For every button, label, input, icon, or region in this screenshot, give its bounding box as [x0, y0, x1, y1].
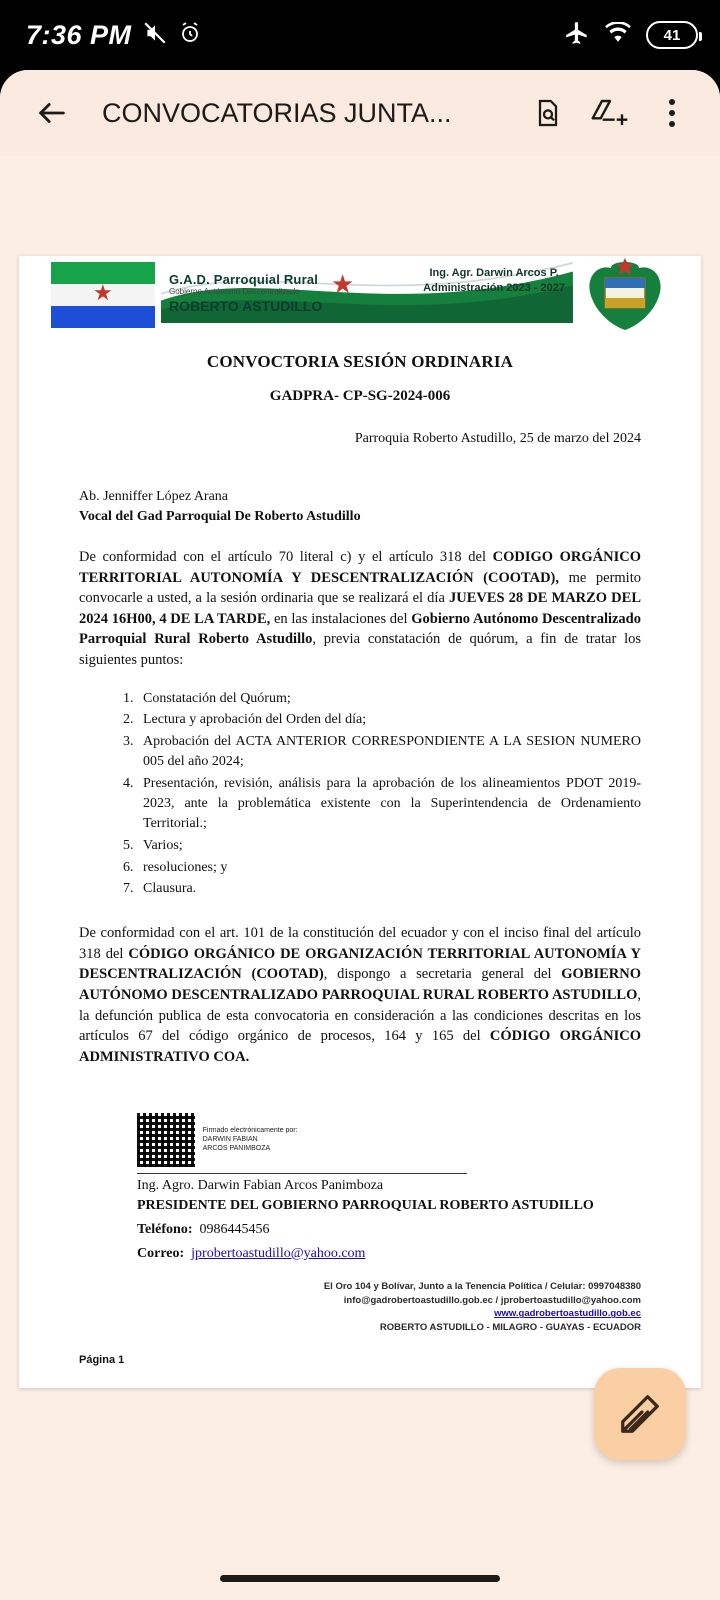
signer-block — [79, 1176, 641, 1264]
letterhead-star-icon: ★ — [331, 270, 355, 299]
p2-bold-2: GOBIERNO AUTÓNOMO DESCENTRALIZADO PARROQUIAL RURAL ROBERTO ASTUDILLO — [79, 966, 641, 1003]
letterhead-official-line2: Administración 2023 - 2027 — [423, 281, 565, 294]
stamp-line-1: Firmado electrónicamente por: — [202, 1127, 298, 1135]
status-bar — [0, 0, 720, 70]
signer-name: Ing. Agro. Darwin Fabian Arcos Panimboza — [137, 1178, 384, 1194]
footer-website-link[interactable]: www.gadrobertoastudillo.gob.ec — [494, 1308, 641, 1320]
p1-text-3: en las instalaciones del — [270, 610, 412, 627]
letterhead-org-line3: ROBERTO ASTUDILLO — [169, 298, 323, 314]
letterhead — [51, 256, 669, 334]
wifi-icon — [604, 22, 632, 49]
list-item: 6. resoluciones; y — [137, 858, 641, 878]
more-options-icon[interactable] — [644, 85, 700, 141]
list-item: 4. Presentación, revisión, análisis para la aprobación de los alineamientos PDOT 2019-2023, ante la problemática existente con la Superintendencia de Ordenamiento Territorial.; — [137, 774, 641, 834]
letterhead-official — [423, 266, 565, 296]
p2-bold-3: CÓDIGO ORGÁNICO ADMINISTRATIVO COA. — [79, 1028, 641, 1065]
alarm-icon — [178, 21, 202, 50]
document-viewer-app — [0, 70, 720, 1600]
document-footer — [79, 1280, 641, 1335]
agenda-list — [137, 689, 641, 900]
signer-title: PRESIDENTE DEL GOBIERNO PARROQUIAL ROBERTO ASTUDILLO — [137, 1198, 594, 1214]
search-document-icon[interactable] — [520, 85, 576, 141]
p1-bold-1: CODIGO ORGÁNICO TERRITORIAL AUTONOMÍA Y DESCENTRALIZACIÓN (COOTAD), — [79, 549, 641, 586]
phone-label: Teléfono: — [137, 1222, 193, 1238]
paragraph-2 — [79, 923, 641, 1067]
p1-bold-3: Gobierno Autónomo Descentralizado Parroquial Rural Roberto Astudillo — [79, 610, 642, 648]
coat-of-arms-icon — [581, 256, 669, 334]
footer-line-2: info@gadrobertoastudillo.gob.ec / jprobertoastudillo@yahoo.com — [343, 1294, 641, 1306]
list-item: 3. Aprobación del ACTA ANTERIOR CORRESPONDIENTE A LA SESION NUMERO 005 del año 2024; — [137, 732, 641, 772]
edit-annotate-button[interactable] — [594, 1368, 686, 1460]
p2-text-1: De conformidad con el art. 101 de la constitución del ecuador y con el inciso final del artículo 318 del — [79, 925, 641, 962]
p1-bold-2: JUEVES 28 DE MARZO DEL 2024 16H00, 4 DE LA TARDE, — [79, 590, 641, 627]
letterhead-official-line1: Ing. Agr. Darwin Arcos P. — [429, 267, 559, 279]
status-bar-right — [564, 20, 698, 51]
app-bar — [0, 70, 720, 156]
stamp-line-2: DARWIN FABIAN — [202, 1135, 258, 1143]
p1-text-4: , previa constatación de quórum, a fin de tratar los siguientes puntos: — [79, 631, 641, 668]
pdf-viewer-canvas[interactable] — [0, 156, 720, 1556]
home-gesture-pill[interactable] — [220, 1575, 500, 1582]
status-clock: 7:36 PM — [26, 19, 132, 50]
footer-line-1: El Oro 104 y Bolívar, Junto a la Tenencia Política / Celular: 0997048380 — [323, 1280, 641, 1292]
p2-bold-1: CÓDIGO ORGÁNICO DE ORGANIZACIÓN TERRITORIAL AUTONOMÍA Y DESCENTRALIZACIÓN (COOTAD) — [79, 945, 641, 983]
letterhead-org — [169, 272, 322, 314]
document-body — [19, 334, 701, 1368]
email-label: Correo: — [137, 1245, 185, 1261]
p1-text-1: De conformidad con el artículo 70 literal c) y el artículo 318 del — [79, 549, 493, 566]
letterhead-org-line1: G.A.D. Parroquial Rural — [169, 272, 319, 287]
list-item: 5. Varios; — [137, 836, 641, 856]
battery-indicator — [646, 21, 698, 49]
stamp-line-3: ARCOS PANIMBOZA — [202, 1144, 271, 1152]
list-item: 7. Clausura. — [137, 879, 641, 899]
p2-text-2: , dispongo a secretaria general del — [323, 966, 562, 983]
document-place-date: Parroquia Roberto Astudillo, 25 de marzo del 2024 — [354, 431, 641, 447]
flag-graphic — [51, 262, 155, 328]
p1-text-2: me permito convocarle a usted, a la sesión ordinaria que se realizará el día — [79, 569, 641, 607]
phone-value: 0986445456 — [199, 1222, 270, 1238]
email-link[interactable]: jprobertoastudillo@yahoo.com — [191, 1245, 366, 1261]
addressee-role: Vocal del Gad Parroquial De Roberto Astudillo — [79, 509, 361, 525]
airplane-mode-icon — [564, 20, 590, 51]
letterhead-org-line2: Gobierno Autónomo Descentralizado — [169, 287, 300, 296]
signature-stamp — [79, 1113, 641, 1174]
document-heading: CONVOCTORIA SESIÓN ORDINARIA — [206, 352, 514, 371]
paragraph-1 — [79, 547, 641, 670]
footer-line-4: ROBERTO ASTUDILLO - MILAGRO - GUAYAS - ECUADOR — [379, 1322, 641, 1334]
phone-row — [137, 1220, 641, 1240]
list-item: 2. Lectura y aprobación del Orden del día; — [137, 710, 641, 730]
p2-text-3: , la defunción publica de esta convocatoria en consideración a las condiciones descritas en los artículos 67 del código orgánico de procesos, 164 y 165 del — [79, 987, 641, 1045]
save-to-drive-icon[interactable] — [582, 85, 638, 141]
addressee-block — [79, 487, 641, 527]
system-navigation-bar — [0, 1556, 720, 1600]
flag-star-icon: ★ — [93, 280, 113, 305]
addressee-name: Ab. Jenniffer López Arana — [79, 489, 229, 505]
signature-line — [137, 1173, 467, 1174]
email-row — [137, 1244, 641, 1264]
document-page — [19, 256, 701, 1388]
document-title: CONVOCATORIAS JUNTA... — [102, 97, 452, 128]
back-button[interactable] — [24, 85, 80, 141]
signature-stamp-text — [203, 1127, 298, 1153]
qr-code-icon — [137, 1113, 195, 1167]
page-number-label: Página 1 — [79, 1353, 125, 1366]
status-bar-left — [26, 20, 202, 51]
battery-level-label: 41 — [663, 26, 681, 44]
document-code: GADPRA- CP-SG-2024-006 — [269, 388, 451, 405]
list-item: 1. Constatación del Quórum; — [137, 689, 641, 709]
mute-icon — [142, 20, 168, 51]
